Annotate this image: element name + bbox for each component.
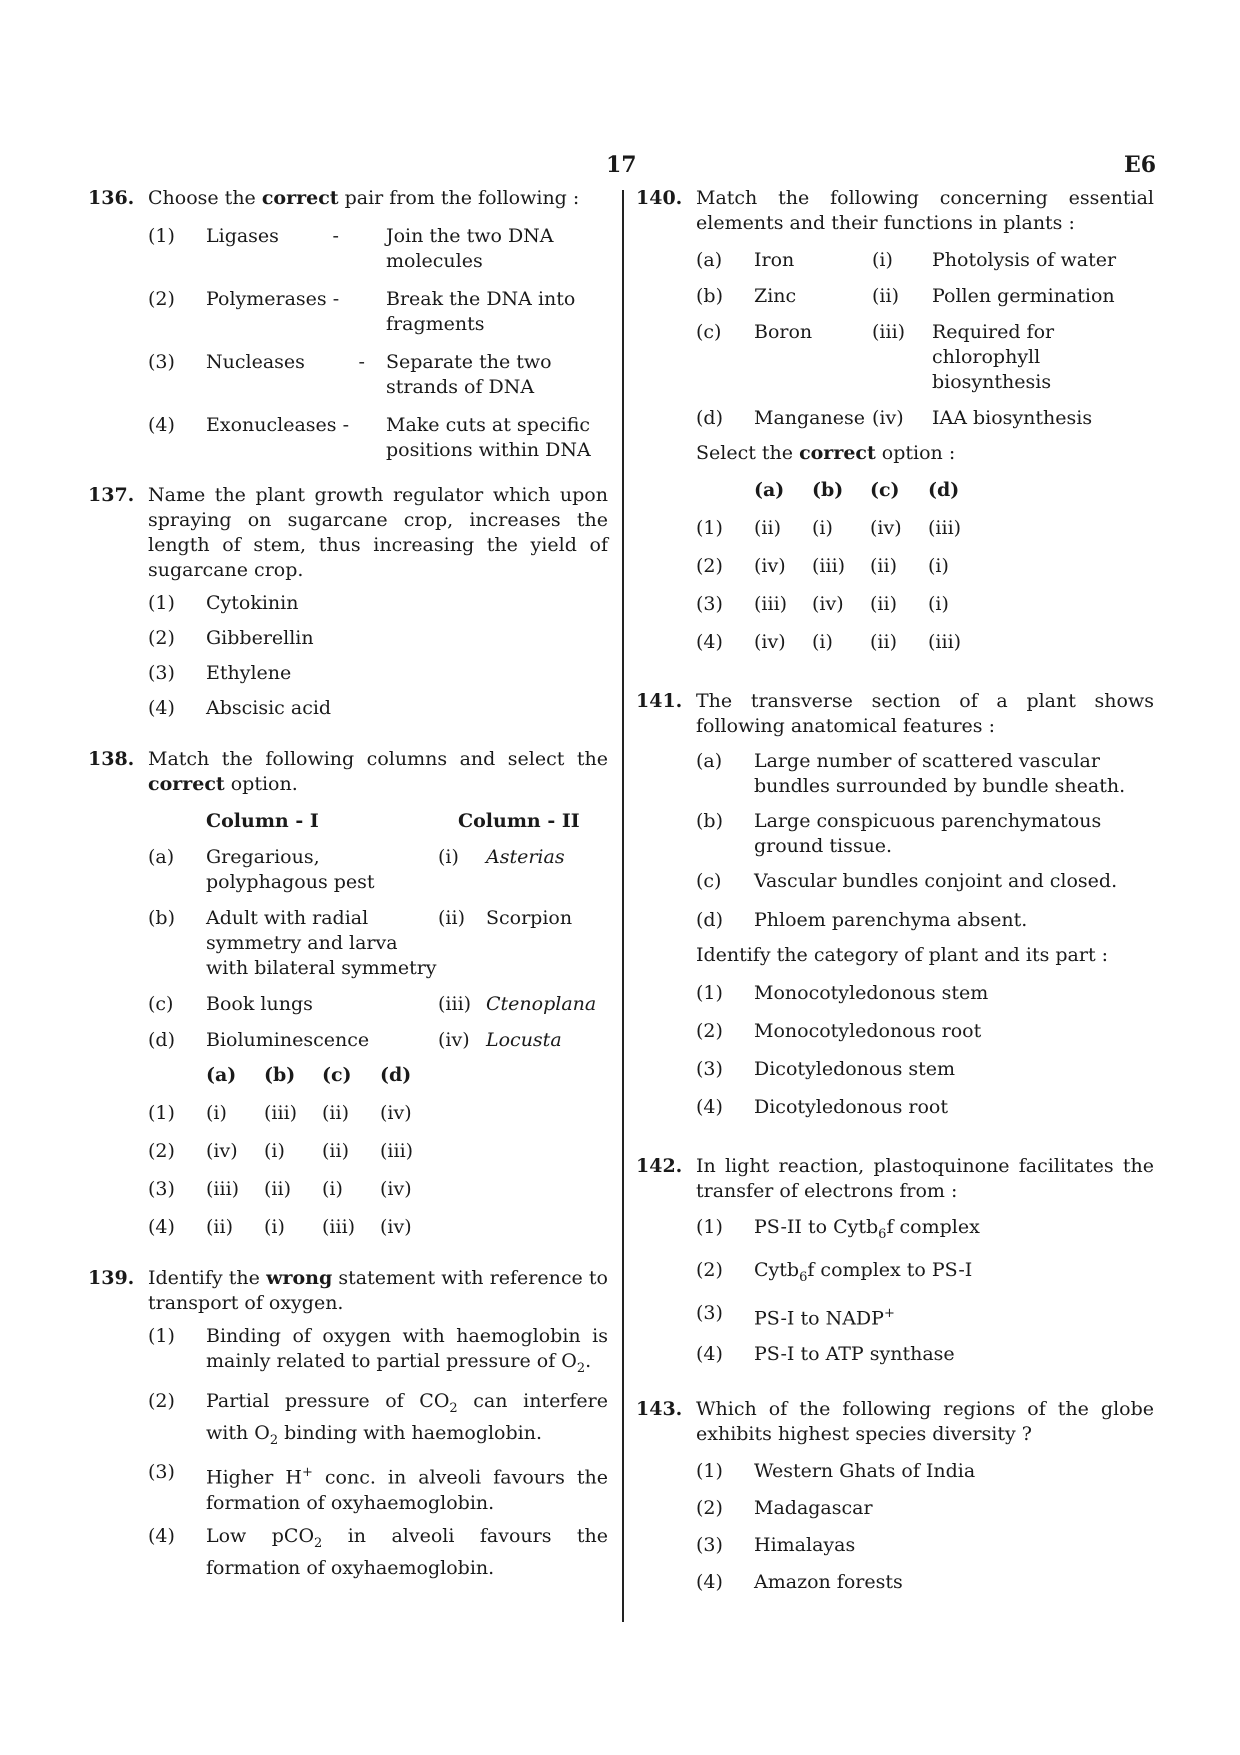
option-1[interactable]: (1) Cytokinin — [148, 592, 299, 614]
option-2[interactable]: (2) Cytb$_6$f complex to PS-I — [696, 1258, 973, 1285]
right-column — [636, 186, 1154, 1595]
question-137 — [88, 483, 608, 721]
option-4[interactable]: (4) PS-I to ATP synthase — [696, 1342, 955, 1365]
answer-header: (a) (b) (c) (d) — [754, 479, 960, 501]
match-row-b: (b) Zinc (ii) Pollen germination — [696, 285, 1115, 307]
feature-d: (d) Phloem parenchyma absent. — [696, 909, 1028, 931]
question-text: Choose the correct pair from the following : — [148, 187, 580, 209]
option-1[interactable]: (1) Monocotyledonous stem — [696, 982, 989, 1004]
option-4[interactable]: (4) Low pCO$_2$ in alveoli favours the formation of oxyhaemoglobin. — [148, 1524, 609, 1579]
option-2[interactable]: (2) Polymerases - Break the DNA into fragments — [148, 288, 576, 335]
option-2[interactable]: (2) Monocotyledonous root — [696, 1020, 982, 1042]
match-row-b: (b) Adult with radial symmetry and larva with bilateral symmetry (ii) Scorpion — [148, 907, 573, 979]
question-number: 137. — [88, 484, 135, 506]
select-prompt: Select the correct option : — [696, 442, 956, 464]
option-4[interactable]: (4) Exonucleases - Make cuts at specific positions within DNA — [148, 414, 591, 461]
question-number: 140. — [636, 187, 683, 209]
question-text: In light reaction, plastoquinone facilitates the transfer of electrons from : — [696, 1155, 1154, 1202]
question-number: 138. — [88, 748, 135, 770]
option-2[interactable]: (2) (iv) (iii) (ii) (i) — [696, 555, 949, 577]
question-141 — [636, 689, 1154, 1120]
match-row-d: (d) Manganese (iv) IAA biosynthesis — [696, 407, 1093, 429]
question-text: Identify the wrong statement with reference to transport of oxygen. — [148, 1267, 608, 1314]
option-4[interactable]: (4) Abscisic acid — [148, 697, 332, 719]
match-row-c: (c) Book lungs (iii) Ctenoplana — [148, 993, 597, 1015]
option-1[interactable]: (1) Western Ghats of India — [696, 1459, 976, 1482]
option-3[interactable]: (3) (iii) (ii) (i) (iv) — [148, 1178, 412, 1200]
option-2[interactable]: (2) Partial pressure of $CO_2$ can interfere with $O_2$ binding with haemoglobin. — [148, 1389, 608, 1448]
option-1[interactable]: (1) (i) (iii) (ii) (iv) — [148, 1102, 412, 1124]
match-row-d: (d) Bioluminescence (iv) Locusta — [148, 1029, 562, 1051]
question-text: The transverse section of a plant shows following anatomical features : — [696, 690, 1154, 737]
question-142 — [636, 1154, 1154, 1367]
option-1[interactable]: (1) (ii) (i) (iv) (iii) — [696, 517, 962, 539]
option-3[interactable]: (3) Higher H+ conc. in alveoli favours the formation of oxyhaemoglobin. — [148, 1461, 608, 1514]
option-4[interactable]: (4) Amazon forests — [696, 1570, 903, 1593]
option-2[interactable]: (2) Madagascar — [696, 1496, 873, 1519]
match-row-a: (a) Gregarious, polyphagous pest (i) Asterias — [148, 846, 565, 893]
option-3[interactable]: (3) Ethylene — [148, 662, 292, 684]
option-4[interactable]: (4) (ii) (i) (iii) (iv) — [148, 1216, 412, 1238]
question-136 — [88, 186, 608, 463]
option-3[interactable]: (3) Himalayas — [696, 1533, 856, 1556]
identify-prompt: Identify the category of plant and its part : — [696, 944, 1109, 966]
match-row-a: (a) Iron (i) Photolysis of water — [696, 249, 1117, 271]
feature-b: (b) Large conspicuous parenchymatous ground tissue. — [696, 810, 1102, 857]
paper-code: E6 — [1124, 152, 1157, 178]
option-3[interactable]: (3) Nucleases - Separate the two strands of DNA — [148, 351, 552, 398]
question-number: 141. — [636, 690, 683, 712]
answer-header: (a) (b) (c) (d) — [206, 1064, 412, 1086]
left-column — [88, 186, 608, 1581]
question-text: Name the plant growth regulator which upon spraying on sugarcane crop, increases the length of stem, thus increasing the yield of sugarcane crop. — [148, 484, 608, 581]
feature-a: (a) Large number of scattered vascular bundles surrounded by bundle sheath. — [696, 750, 1126, 797]
question-number: 143. — [636, 1397, 683, 1420]
option-4[interactable]: (4) (iv) (i) (ii) (iii) — [696, 631, 962, 653]
question-number: 139. — [88, 1267, 135, 1289]
option-1[interactable]: (1) Ligases - Join the two DNA molecules — [148, 225, 554, 272]
question-text: Match the following columns and select the correct option. — [148, 748, 608, 795]
question-number: 142. — [636, 1155, 683, 1177]
option-2[interactable]: (2) Gibberellin — [148, 627, 314, 649]
question-140 — [636, 186, 1154, 655]
question-text: Which of the following regions of the globe exhibits highest species diversity ? — [696, 1397, 1154, 1445]
feature-c: (c) Vascular bundles conjoint and closed. — [696, 870, 1118, 892]
column-headers: Column - I Column - II — [206, 810, 580, 832]
page-number: 17 — [606, 152, 637, 178]
question-143 — [636, 1397, 1154, 1595]
option-1[interactable]: (1) Binding of oxygen with haemoglobin is mainly related to partial pressure of $O_2$. — [148, 1325, 608, 1376]
match-row-c: (c) Boron (iii) Required for chlorophyll biosynthesis — [696, 321, 1055, 393]
option-3[interactable]: (3) Dicotyledonous stem — [696, 1058, 956, 1080]
question-number: 136. — [88, 187, 135, 209]
option-3[interactable]: (3) (iii) (iv) (ii) (i) — [696, 593, 949, 615]
question-138 — [88, 747, 608, 1240]
question-139 — [88, 1266, 608, 1581]
option-2[interactable]: (2) (iv) (i) (ii) (iii) — [148, 1140, 414, 1162]
option-3[interactable]: (3) PS-I to NADP+ — [696, 1301, 895, 1329]
column-divider — [622, 190, 624, 1622]
question-text: Match the following concerning essential elements and their functions in plants : — [696, 187, 1154, 234]
option-4[interactable]: (4) Dicotyledonous root — [696, 1096, 948, 1118]
option-1[interactable]: (1) PS-II to Cytb$_6$f complex — [696, 1216, 980, 1242]
